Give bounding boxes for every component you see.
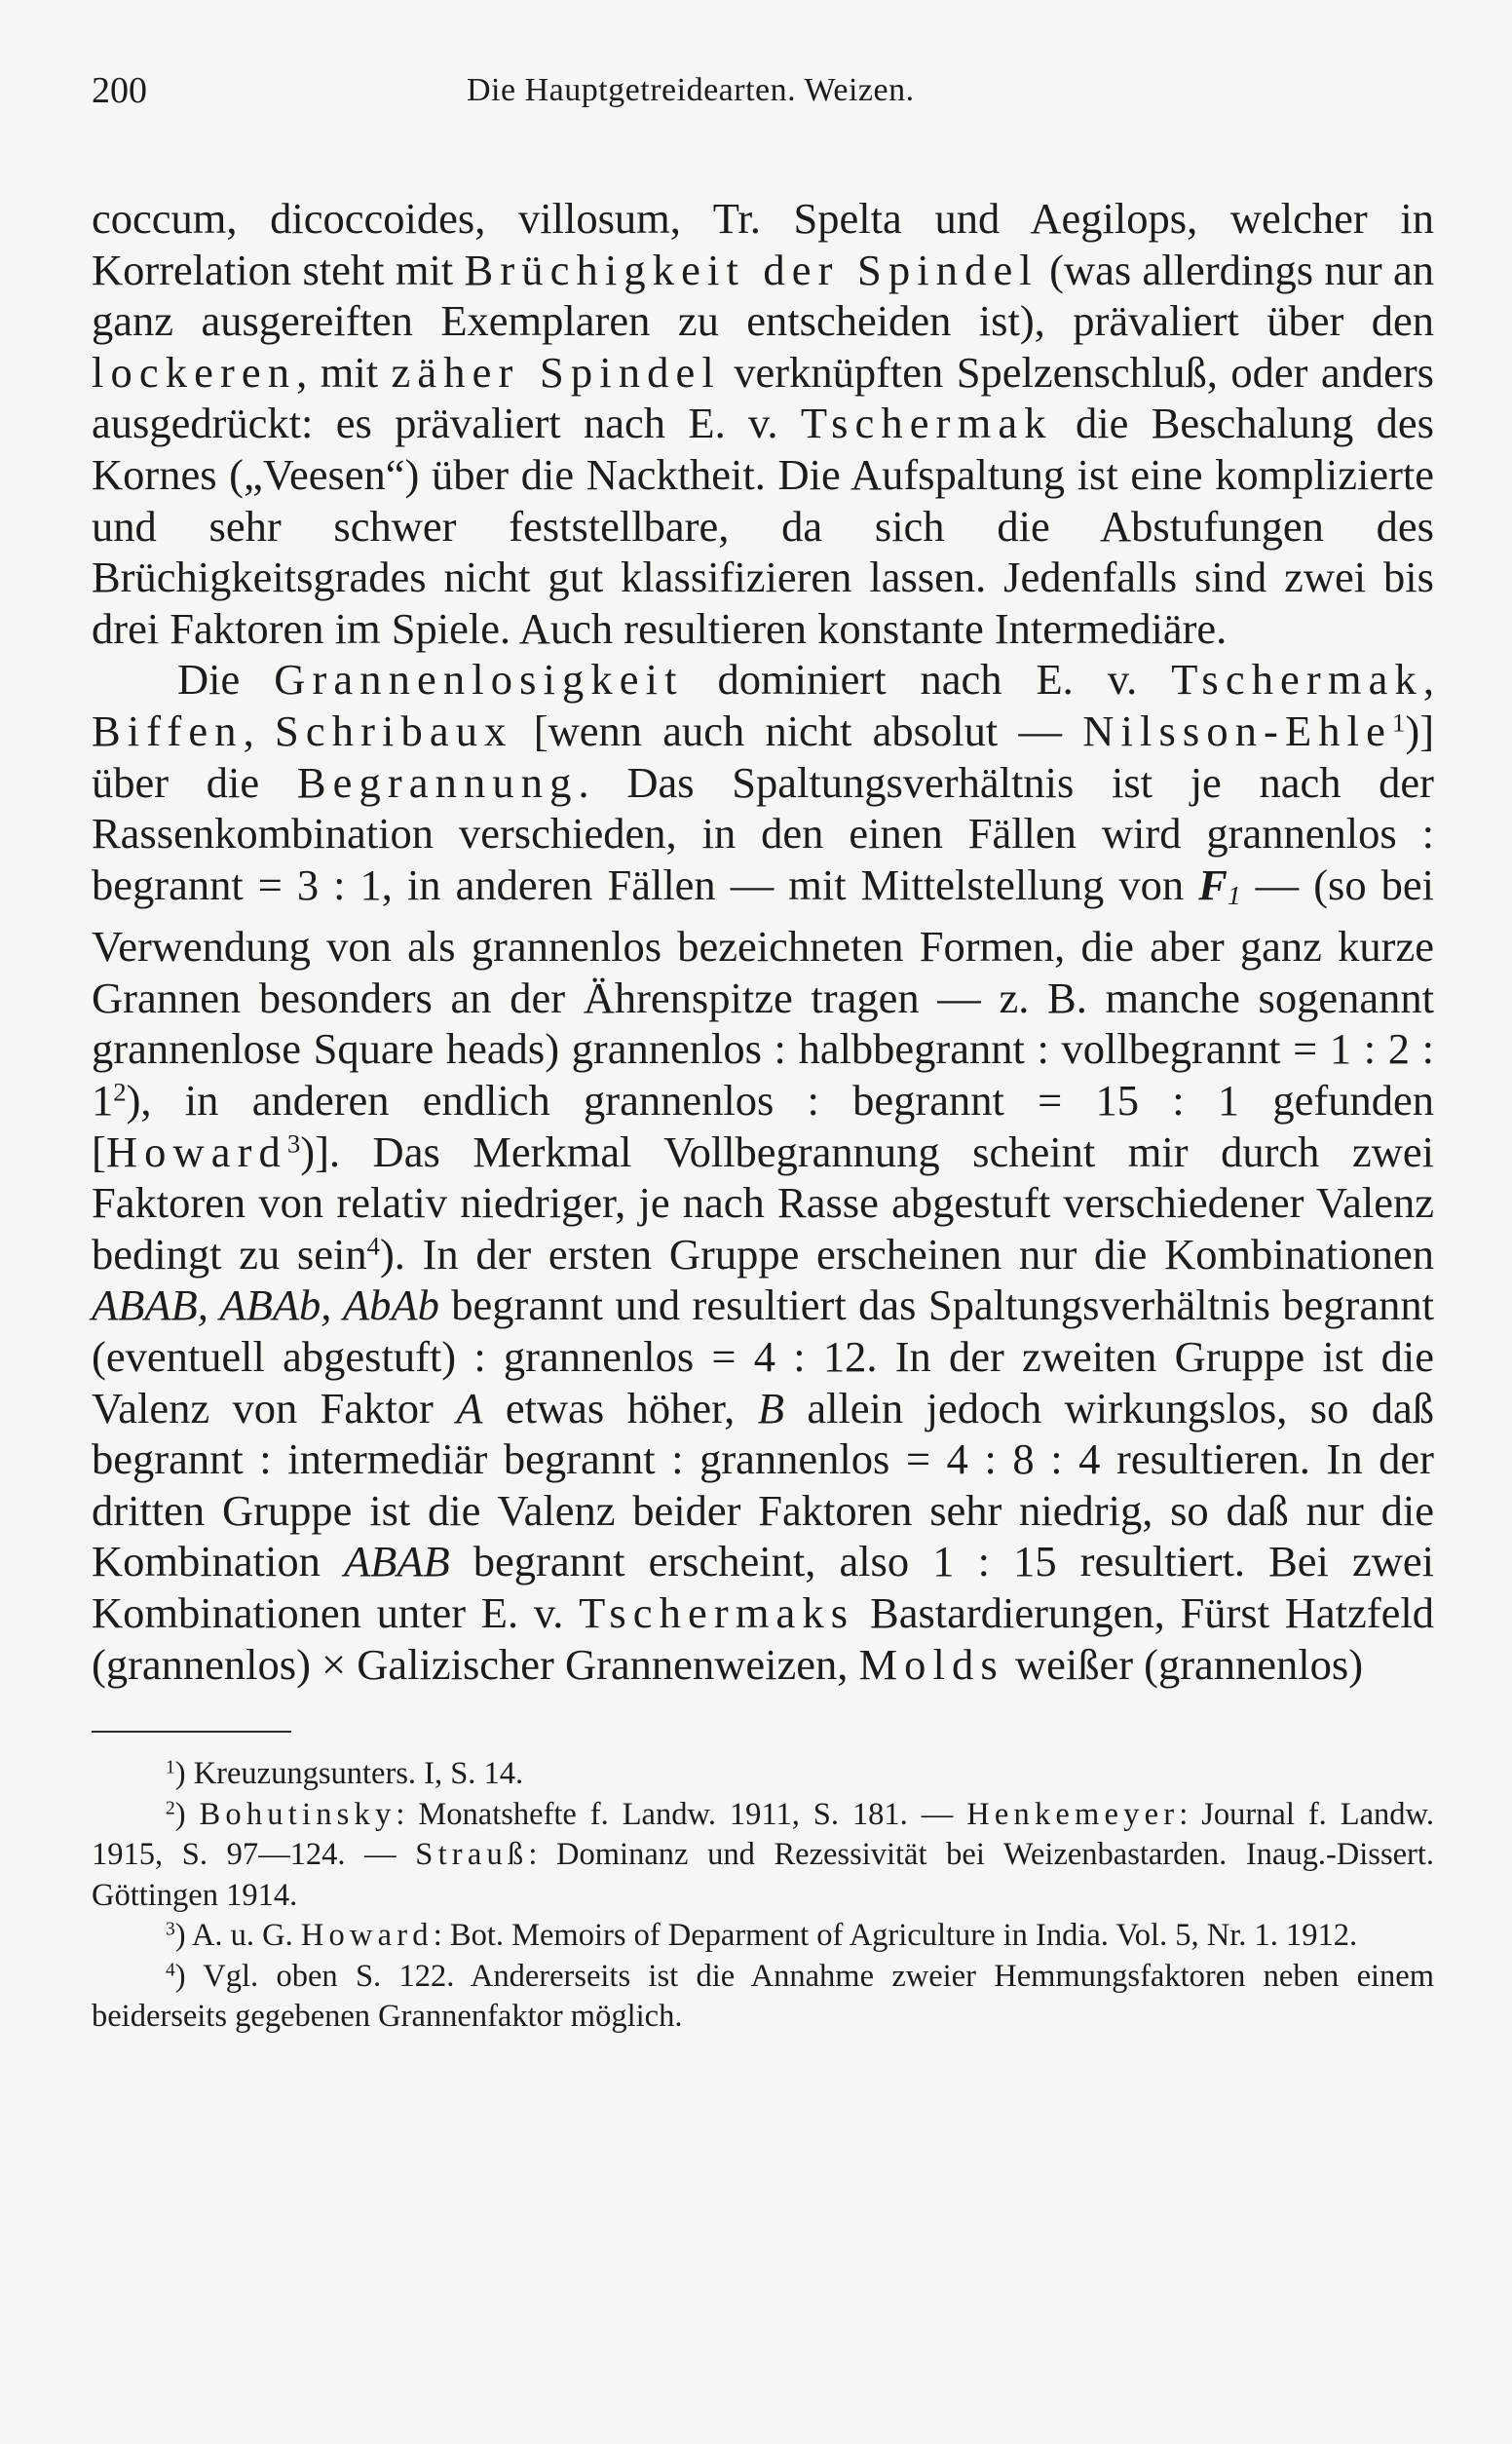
text-run: begrannt erscheint, also 1 : 15 resultiert. Bei zwei Kombinationen unter E. v. <box>92 1537 1434 1637</box>
formula-symbol: F1 <box>1198 859 1241 910</box>
text-run: Bastardierungen, Fürst Hatzfeld (grannenlos) × Galizischer Grannenweizen, <box>92 1587 1434 1689</box>
footnote-mark: 3 <box>166 1919 175 1940</box>
spaced-author-name: Bohutinsky <box>199 1796 397 1832</box>
footnotes <box>92 1754 1434 2038</box>
paragraph-1 <box>92 193 1434 654</box>
spaced-author-name: Strauß <box>415 1837 529 1873</box>
spaced-emphasis: Grannenlosigkeit <box>274 655 684 705</box>
text-run: — (so bei Verwendung von als grannenlos bezeichneten Formen, die aber ganz kurze Grannen besonders an der Ährenspitze tragen — z. B. manche sogenannt grannenlose Square heads) grannenlos : halbbegrannt : vollbegrannt = 1 : 2 : 1 <box>92 859 1434 1126</box>
footnote-text: : Bot. Memoirs of Deparment of Agriculture in India. Vol. 5, Nr. 1. 1912. <box>433 1918 1358 1954</box>
text-run: begrannt und resultiert das Spaltungsverhältnis begrannt (eventuell abgestuft) : grannenlos = 4 : 12. In der zweiten Gruppe ist die Valenz von Faktor <box>92 1280 1434 1432</box>
paragraph-2 <box>92 654 1434 1690</box>
spaced-author-name: Biffen <box>92 706 244 755</box>
spaced-author-name: Tschermaks <box>579 1587 855 1637</box>
text-run: . Das Spaltungsverhältnis ist je nach der Rassenkombination verschieden, in den einen Fällen wird grannenlos : begrannt = 3 : 1, in anderen Fällen — mit Mittelstellung von <box>92 757 1435 909</box>
text-run: [wenn auch nicht absolut — <box>512 706 1083 755</box>
text-run: , <box>1422 655 1434 705</box>
text-run: , <box>243 706 275 755</box>
spaced-author-name: Howard <box>105 1127 287 1176</box>
factor-combination: ABAB, ABAb, AbAb <box>92 1280 439 1330</box>
spaced-author-name: Henkemeyer <box>966 1796 1180 1832</box>
text-run: dominiert nach E. v. <box>683 655 1172 705</box>
footnote-text: ) Vgl. oben S. 122. Andererseits ist die Annahme zweier Hemmungsfaktoren neben einem beiderseits gegebenen Grannenfaktor möglich. <box>92 1958 1434 2035</box>
footnote-text: ) Kreuzungsunters. I, S. 14. <box>174 1756 524 1792</box>
footnote-text: : Dominanz und Rezessivität bei Weizenbastarden. Inaug.-Dissert. Göttingen 1914. <box>92 1837 1434 1913</box>
factor-symbol: B <box>757 1383 784 1432</box>
text-run: verknüpften Spelzenschluß, oder anders ausgedrückt: es prävaliert nach E. v. <box>92 347 1434 448</box>
body-text <box>92 193 1434 1690</box>
spaced-emphasis: Begrannung <box>296 757 579 807</box>
text-run: )] über die <box>92 706 1435 807</box>
running-title: Die Hauptgetreidearten. Weizen. <box>467 72 915 108</box>
spaced-emphasis: lockeren <box>92 347 297 397</box>
spaced-author-name: Howard <box>300 1918 434 1954</box>
footnote-reference-1[interactable]: 1 <box>1392 707 1406 738</box>
footnote-text: ) <box>174 1796 200 1832</box>
text-run: etwas höher, <box>482 1383 758 1432</box>
spaced-emphasis: Brüchigkeit der Spindel <box>464 245 1039 294</box>
text-run: coccum, dicoccoides, villosum, Tr. Spelta und Aegilops, welcher in Korrelation steht mit <box>92 194 1434 294</box>
footnote-divider <box>92 1731 291 1733</box>
text-run: , mit <box>296 347 392 397</box>
footnote-1 <box>92 1754 1434 1795</box>
text-run: ). In der ersten Gruppe erscheinen nur die Kombinationen <box>379 1229 1434 1279</box>
spaced-emphasis: zäher Spindel <box>391 347 721 397</box>
text-run: allein jedoch wirkungslos, so daß begrannt : intermediär begrannt : grannenlos = 4 : 8 : 4 resultieren. In der dritten Gruppe ist die Valenz beider Faktoren sehr niedrig, so daß nur die Kombination <box>92 1383 1434 1586</box>
footnote-text: : Journal f. Landw. 1915, S. 97—124. — <box>92 1796 1434 1873</box>
spaced-author-name: Molds <box>858 1639 1004 1689</box>
text-run: weißer (grannenlos) <box>1003 1639 1364 1689</box>
text-run: Die <box>177 655 275 705</box>
page-number: 200 <box>92 70 147 111</box>
footnote-mark: 1 <box>166 1757 175 1778</box>
text-run: (was allerdings nur an ganz ausgereiften Exemplaren zu entscheiden ist), prävaliert über den <box>92 245 1435 346</box>
spaced-author-name: Nilsson-Ehle <box>1082 706 1393 755</box>
factor-combination: ABAB <box>343 1537 450 1586</box>
text-run: )]. Das Merkmal Vollbegrannung scheint mir durch zwei Faktoren von relativ niedriger, je nach Rasse abgestuft verschiedener Valenz bedingt zu sein <box>92 1127 1434 1279</box>
spaced-author-name: Schribaux <box>274 706 513 755</box>
footnote-reference-3[interactable]: 3 <box>286 1127 301 1158</box>
footnote-2 <box>92 1795 1434 1917</box>
page-header <box>92 66 1434 115</box>
text-run: ), in anderen endlich grannenlos : begrannt = 15 : 1 gefunden [ <box>92 1076 1434 1176</box>
text-run: die Beschalung des Kornes („Veesen“) über die Nacktheit. Die Aufspaltung ist eine komplizierte und sehr schwer feststellbare, da sich die Abstufungen des Brüchigkeitsgrades nicht gut klassifizieren lassen. Jedenfalls sind zwei bis drei Faktoren im Spiele. Auch resultieren konstante Intermediäre. <box>92 399 1434 653</box>
footnote-reference-2[interactable]: 2 <box>113 1077 127 1107</box>
factor-symbol: A <box>456 1383 483 1432</box>
footnote-4 <box>92 1957 1434 2038</box>
footnote-reference-4[interactable]: 4 <box>366 1231 380 1261</box>
footnote-mark: 4 <box>166 1959 175 1980</box>
spaced-author-name: Tschermak <box>1171 655 1423 705</box>
footnote-text: : Monatshefte f. Landw. 1911, S. 181. — <box>396 1796 967 1832</box>
spaced-author-name: Tschermak <box>800 399 1053 448</box>
footnote-3 <box>92 1916 1434 1957</box>
footnote-text: ) A. u. G. <box>174 1918 301 1954</box>
footnote-mark: 2 <box>166 1797 175 1818</box>
